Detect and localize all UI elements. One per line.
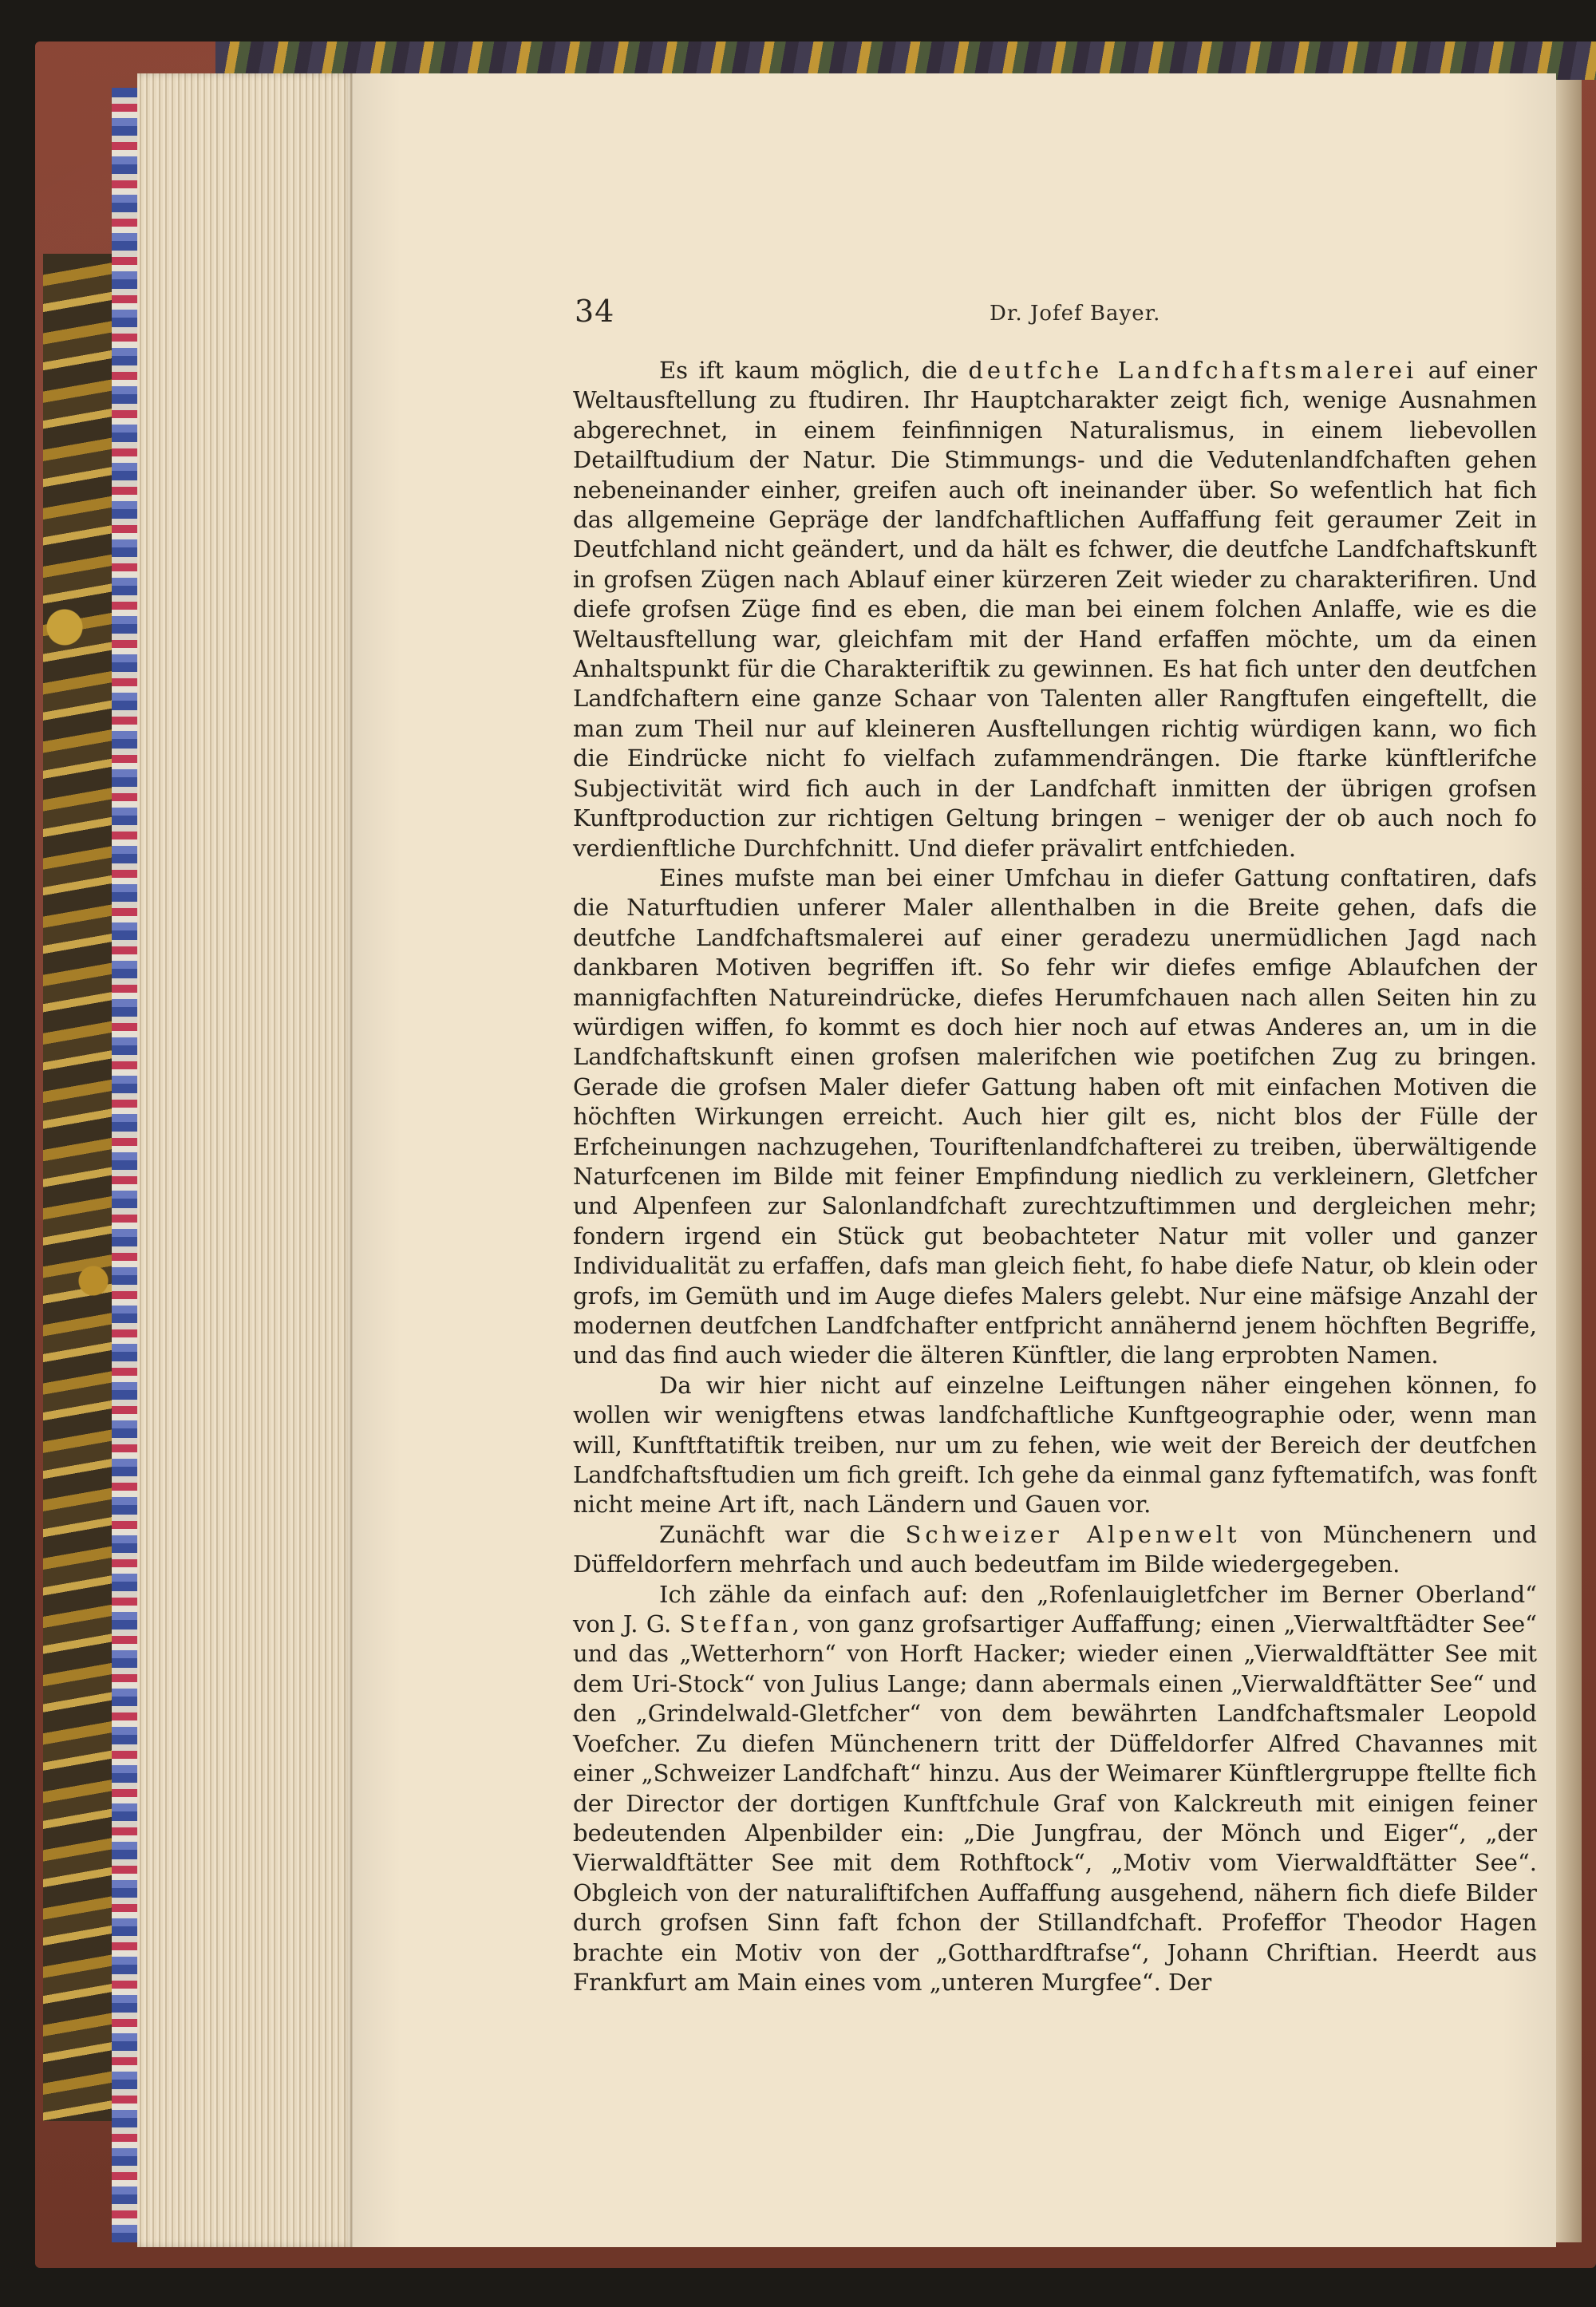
running-head: Dr. Jofef Bayer. [990, 302, 1161, 326]
paragraph [573, 1371, 1537, 1520]
paragraph-text: von Münchenern und Düffeldorfern mehrfach und auch bedeutfam im Bilde wiedergegeben. [573, 1520, 1538, 1578]
body-text [573, 356, 1537, 1997]
paragraph-text: Es ift kaum möglich, die [659, 357, 969, 384]
paragraph-text: auf einer Weltausftellung zu ftudiren. Ihr Hauptcharakter zeigt fich, wenige Ausnahmen abgerechnet, in einem feinfinnigen Naturalismus, in einem liebevollen Detailftudium der Natur. Die Stimmungs- und die Vedutenlandfchaften gehen nebeneinander einher, greifen auch oft ineinander über. So wefentlich hat fich das allgemeine Gepräge der landfchaftlichen Auffaffung feit geraumer Zeit in Deutfchland nicht geändert, und da hält es fchwer, die deutfche Landfchaftskunft in grofsen Zügen nach Ablauf einer kürzeren Zeit wieder zu charakterifiren. Und diefe grofsen Züge find es eben, die man bei einem folchen Anlaffe, wie es die Weltausftellung war, gleichfam mit der Hand erfaffen möchte, um da einen Anhaltspunkt für die Charakteriftik zu gewinnen. Es hat fich unter den deutfchen Landfchaftern eine ganze Schaar von Talenten aller Rangftufen eingeftellt, die man zum Theil nur auf kleineren Ausftellungen richtig würdigen kann, wo fich die Eindrücke nicht fo vielfach zufammendrängen. Die ftarke künftlerifche Subjectivität wird fich auch in der Landfchaft inmitten der übrigen grofsen Kunftproduction zur richtigen Geltung bringen – weniger der ob auch noch fo verdienftliche Durchfchnitt. Und diefer prävalirt entfchieden. [573, 357, 1537, 862]
paragraph-text: , von ganz grofsartiger Auffaffung; einen „Vierwaltftädter See“ und das „Wetterhorn“ von Horft Hacker; wieder einen „Vierwaldftätter See mit dem Uri-Stock“ von Julius Lange; dann abermals einen „Vierwaldftätter See“ und den „Grindelwald-Gletfcher“ von dem bewährten Landfchaftsmaler Leopold Voefcher. Zu diefen Münchenern tritt der Düffeldorfer Alfred Chavannes mit einer „Schweizer Landfchaft“ hinzu. Aus der Weimarer Künftlergruppe ftellte fich der Director der dortigen Kunftfchule Graf von Kalckreuth mit einigen feiner bedeutenden Alpenbilder ein: „Die Jungfrau, der Mönch und Eiger“, „der Vierwaldftätter See mit dem Rothftock“, „Motiv vom Vierwaldftätter See“. Obgleich von der naturaliftifchen Auffaffung ausgehend, nähern fich diefe Bilder durch grofsen Sinn faft fchon der Stillandfchaft. Profeffor Theodor Hagen brachte ein Motiv von der „Gotthardftrafse“, Johann Chriftian. Heerdt aus Frankfurt am Main eines vom „unteren Murgfee“. Der [573, 1610, 1538, 1996]
paragraph-text: Da wir hier nicht auf einzelne Leiftungen näher eingehen können, fo wollen wir wenigftens etwas landfchaftliche Kunftgeographie oder, wenn man will, Kunftftatiftik treiben, nur um zu fehen, wie weit der Bereich der deutfchen Landfchaftsftudien um fich greift. Ich gehe da einmal ganz fyftematifch, was fonft nicht meine Art ift, nach Ländern und Gauen vor. [573, 1371, 1537, 1519]
emphasized-text: Steffan [679, 1610, 792, 1638]
paragraph [573, 356, 1537, 863]
paragraph [573, 863, 1537, 1371]
paragraph [573, 1580, 1537, 1998]
page-stack-edges [137, 73, 354, 2247]
emphasized-text: deutfche Landfchaftsmalerei [968, 357, 1418, 384]
paragraph-text: Ich zähle da einfach auf: den „Rofenlauigletfcher im Berner Oberland“ von J. G. [573, 1580, 1537, 1638]
page-fold-edge [1555, 80, 1582, 2242]
emphasized-text: Schweizer Alpenwelt [905, 1520, 1241, 1548]
marbled-page-edge [112, 88, 139, 2242]
page-header [575, 294, 1293, 338]
paragraph-text: Eines mufste man bei einer Umfchau in diefer Gattung conftatiren, dafs die Naturftudien unferer Maler allenthalben in die Breite gehen, dafs die deutfche Landfchaftsmalerei auf einer geradezu unermüdlichen Jagd nach dankbaren Motiven begriffen ift. So fehr wir diefes emfige Ablaufchen der mannigfachften Natureindrücke, diefes Herumfchauen nach allen Seiten hin zu würdigen wiffen, fo kommt es doch hier noch auf etwas Anderes an, um in die Landfchaftskunft einen grofsen malerifchen wie poetifchen Zug zu bringen. Gerade die grofsen Maler diefer Gattung haben oft mit einfachen Motiven die höchften Wirkungen erreicht. Auch hier gilt es, nicht blos der Fülle der Erfcheinungen nachzugehen, Touriftenlandfchafterei zu treiben, überwältigende Naturfcenen im Bilde mit feiner Empfindung niedlich zu verkleinern, Gletfcher und Alpenfeen zur Salonlandfchaft zurechtzuftimmen und dergleichen mehr; fondern irgend ein Stück gut beobachteter Natur mit voller und ganzer Individualität zu erfaffen, dafs man gleich fieht, fo habe diefe Natur, ob klein oder grofs, im Gemüth und im Auge diefes Malers gelebt. Nur eine mäfsige Anzahl der modernen deutfchen Landfchafter entfpricht annähernd jenem höchften Begriffe, und das find auch wieder die älteren Künftler, die lang erprobten Namen. [573, 863, 1537, 1369]
paragraph [573, 1520, 1537, 1580]
marbled-board-left [43, 254, 115, 2121]
paragraph-text: Zunächft war die [659, 1520, 906, 1548]
page-number: 34 [575, 294, 615, 329]
